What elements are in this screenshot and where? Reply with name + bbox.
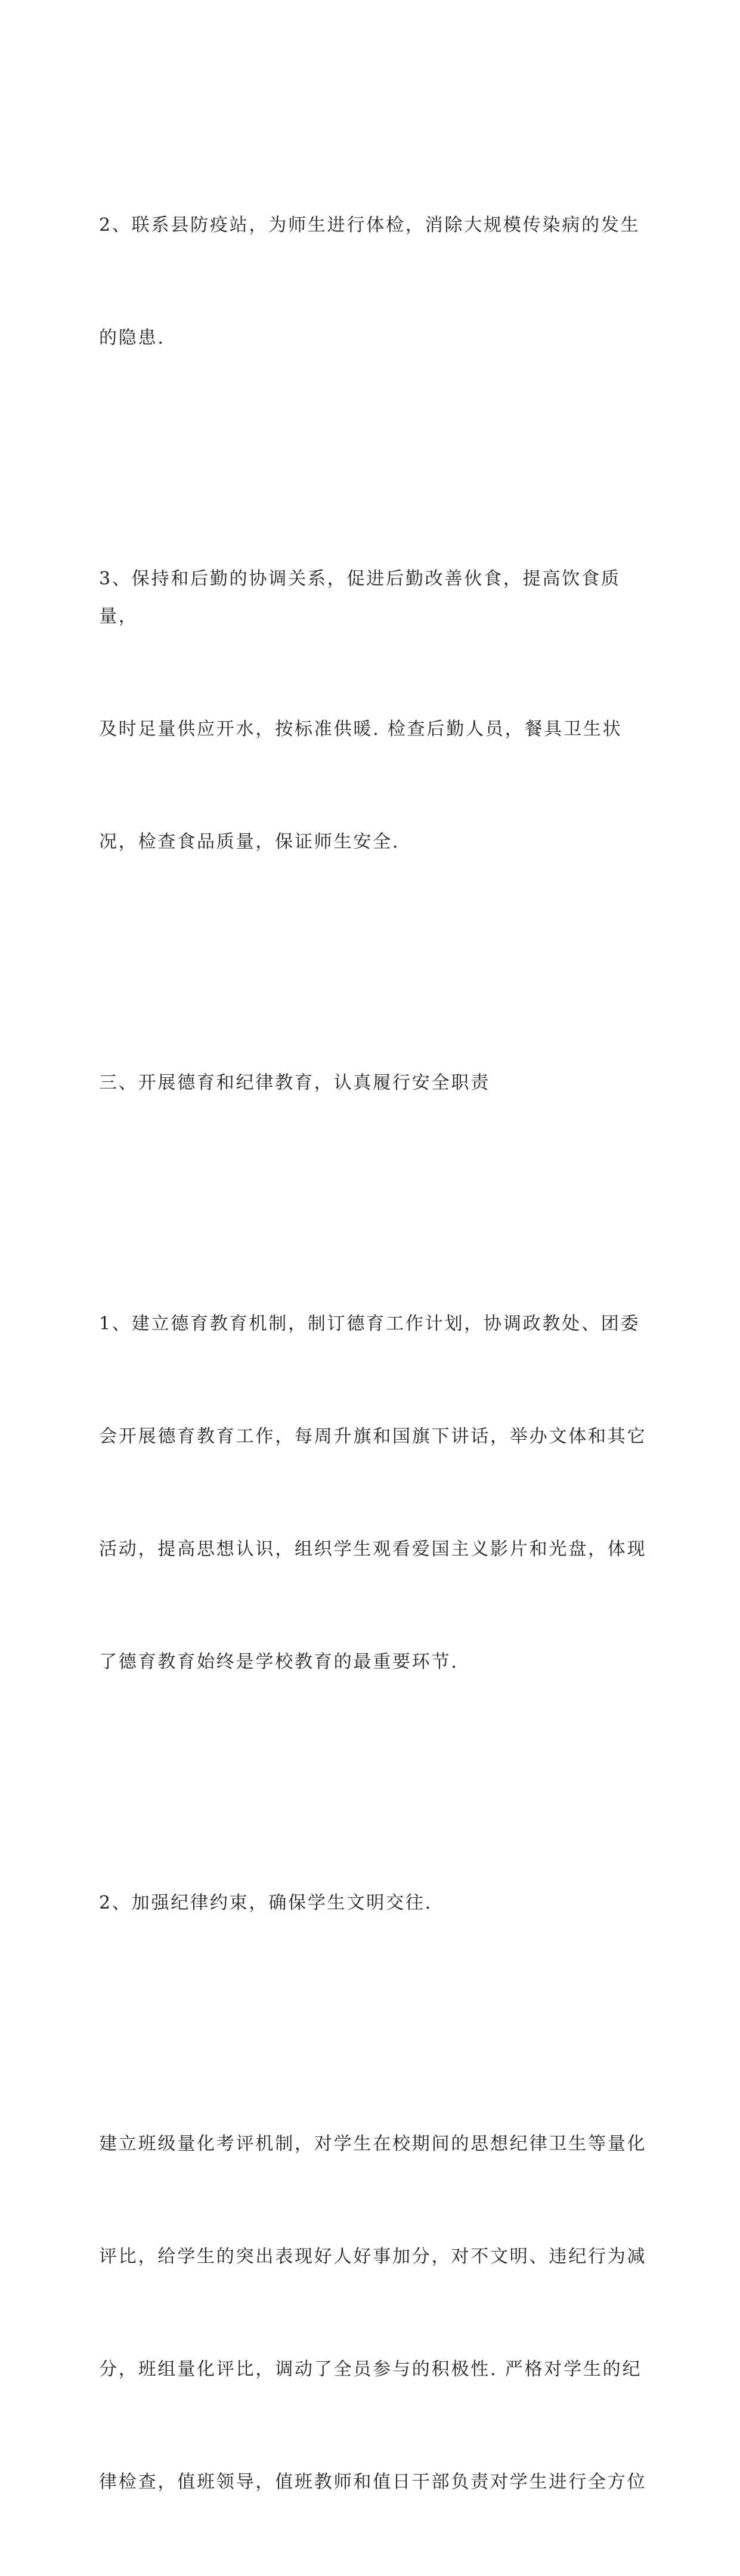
paragraph-spacer [99, 432, 660, 485]
paragraph-health-checkup [99, 131, 660, 432]
text-line: 的隐患. [99, 327, 165, 348]
paragraph-spacer [99, 936, 660, 989]
text-line: 2、联系县防疫站，为师生进行体检，消除大规模传染病的发生 [99, 215, 640, 236]
text-line: 建立班级量化考评机制，对学生在校期间的思想纪律卫生等量化 [99, 2133, 647, 2154]
text-line: 会开展德育教育工作，每周升旗和国旗下讲话，举办文体和其它 [99, 1426, 647, 1447]
text-line: 及时足量供应开水，按标准供暖. 检查后勤人员，餐具卫生状 [99, 719, 623, 740]
section-heading [99, 989, 660, 1177]
text-line: 活动，提高思想认识，组织学生观看爱国主义影片和光盘，体现 [99, 1539, 647, 1560]
text-line: 三、开展德育和纪律教育，认真履行安全职责 [99, 1072, 490, 1093]
text-line: 了德育教育始终是学校教育的最重要环节. [99, 1652, 459, 1672]
text-line: 评比，给学生的突出表现好人好事加分，对不文明、违纪行为减 [99, 2246, 647, 2267]
paragraph-moral-education [99, 1230, 660, 1756]
paragraph-discipline [99, 1809, 660, 1997]
text-line: 2、加强纪律约束，确保学生文明交往. [99, 1892, 433, 1913]
document-body [99, 131, 660, 2576]
paragraph-evaluation [99, 2050, 660, 2576]
paragraph-spacer [99, 1177, 660, 1230]
text-line: 分，班组量化评比，调动了全员参与的积极性. 严格对学生的纪 [99, 2359, 642, 2380]
paragraph-spacer [99, 1997, 660, 2050]
paragraph-logistics [99, 485, 660, 936]
paragraph-spacer [99, 1756, 660, 1809]
text-line: 况，检查食品质量，保证师生安全. [99, 831, 400, 852]
text-line: 律检查，值班领导，值班教师和值日干部负责对学生进行全方位 [99, 2472, 647, 2492]
text-line: 1、建立德育教育机制，制订德育工作计划，协调政教处、团委 [99, 1313, 640, 1334]
text-line: 3、保持和后勤的协调关系，促进后勤改善伙食，提高饮食质量， [99, 568, 621, 627]
